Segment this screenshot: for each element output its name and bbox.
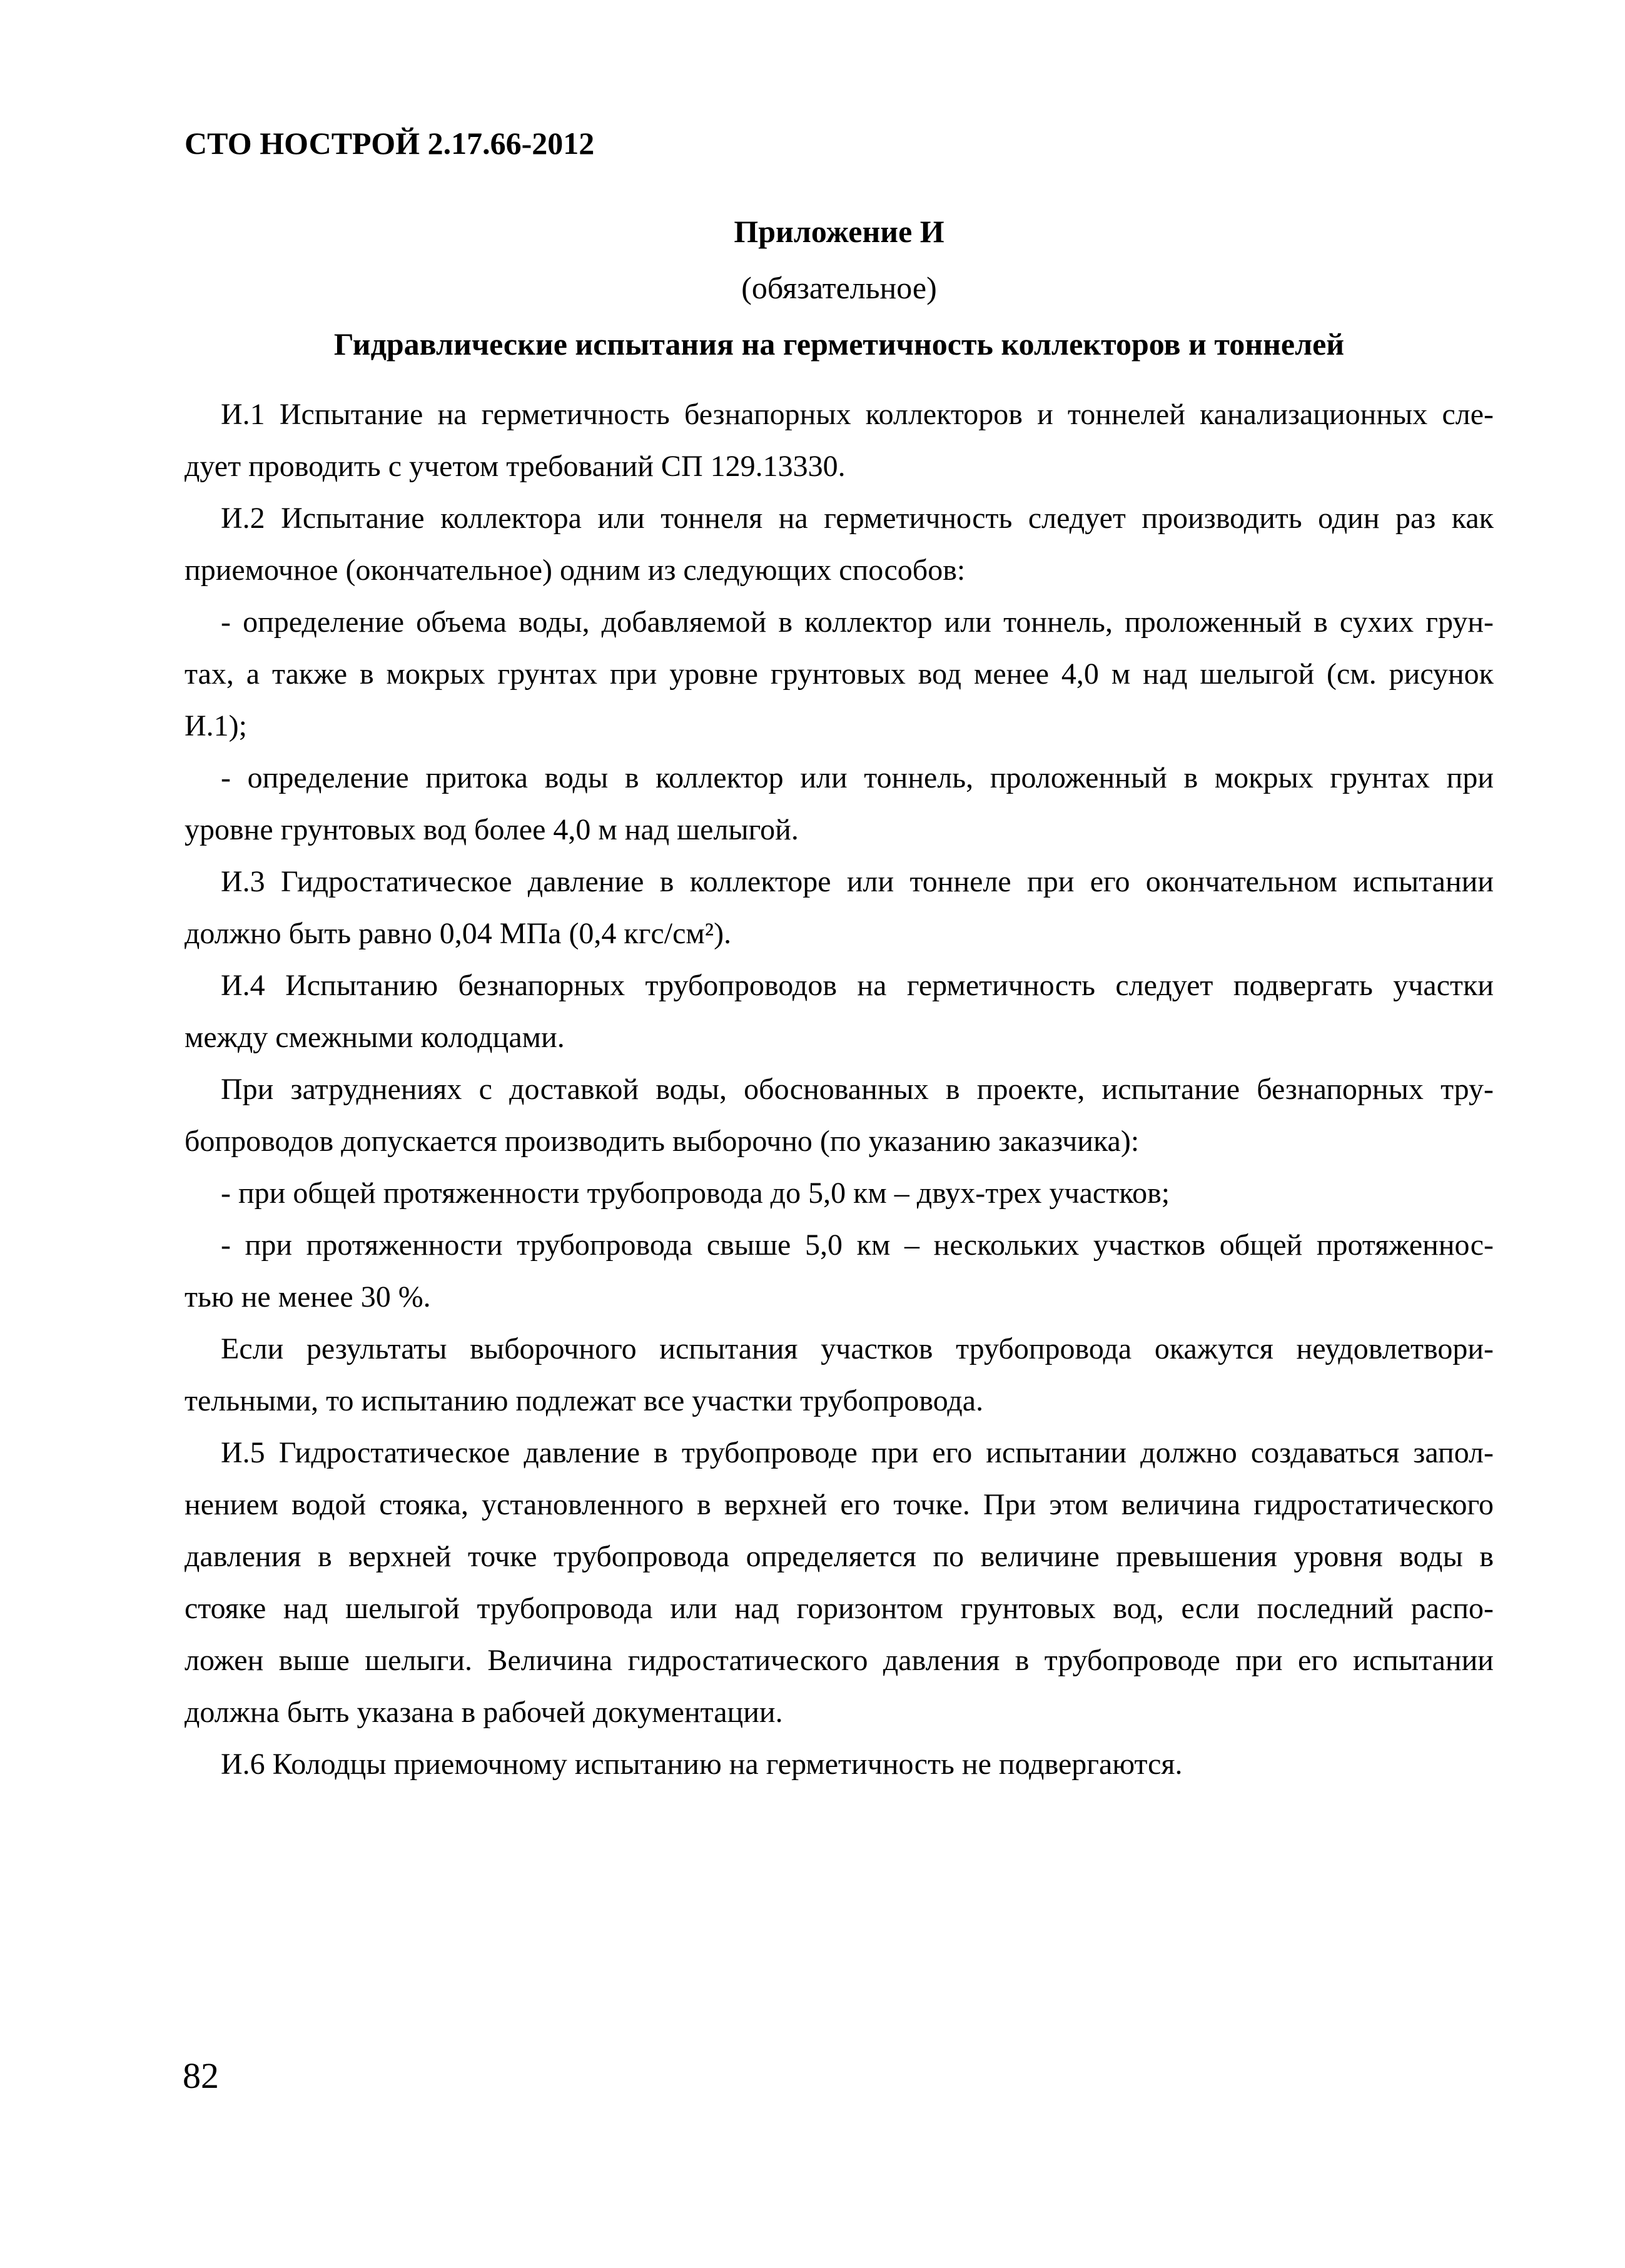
paragraph-i6 (185, 1738, 1494, 1790)
paragraph-i4 (185, 959, 1494, 1063)
appendix-title: Гидравлические испытания на герметичность коллекторов и тоннелей (333, 327, 1345, 362)
text-line: - определение притока воды в коллектор или тоннель, проложенный в мокрых грунтах при (221, 761, 1494, 794)
text-line: И.2 Испытание коллектора или тоннеля на герметичность следует производить один раз как (221, 502, 1494, 535)
text-line: приемочное (окончательное) одним из следующих способов: (185, 554, 966, 587)
text-line: тах, а также в мокрых грунтах при уровне грунтовых вод менее 4,0 м над шелыгой (см. рисунок (185, 657, 1494, 691)
text-line: должно быть равно 0,04 МПа (0,4 кгс/см²). (185, 917, 732, 950)
paragraph-i3 (185, 856, 1494, 959)
text-line: И.4 Испытанию безнапорных трубопроводов на герметичность следует подвергать участки (221, 969, 1494, 1002)
text-line: дует проводить с учетом требований СП 129.13330. (185, 450, 846, 483)
text-line: тью не менее 30 %. (185, 1280, 431, 1314)
appendix-note: (обязательное) (741, 270, 937, 305)
text-line: давления в верхней точке трубопровода определяется по величине превышения уровня воды в (185, 1540, 1494, 1573)
text-line: должна быть указана в рабочей документации. (185, 1696, 783, 1729)
text-line: - при общей протяженности трубопровода до 5,0 км – двух-трех участков; (221, 1177, 1170, 1210)
text-line: стояке над шелыгой трубопровода или над горизонтом грунтовых вод, если последний распо- (185, 1592, 1494, 1625)
text-line: нением водой стояка, установленного в верхней его точке. При этом величина гидростатического (185, 1488, 1494, 1521)
paragraph-bullet-over-5km (185, 1219, 1494, 1323)
text-line: Если результаты выборочного испытания участков трубопровода окажутся неудовлетвори- (221, 1332, 1494, 1365)
text-line: И.1); (185, 709, 247, 742)
text-line: между смежными колодцами. (185, 1021, 565, 1054)
page-number: 82 (183, 2055, 219, 2096)
text-line: - при протяженности трубопровода свыше 5,0 км – нескольких участков общей протяженнос- (221, 1228, 1494, 1262)
standard-designation-header: СТО НОСТРОЙ 2.17.66-2012 (185, 126, 595, 161)
paragraph-bullet-volume (185, 596, 1494, 752)
paragraph-i5 (185, 1427, 1494, 1738)
text-line: И.6 Колодцы приемочному испытанию на герметичность не подвергаются. (221, 1748, 1183, 1781)
text-line: И.1 Испытание на герметичность безнапорных коллекторов и тоннелей канализационных сле- (221, 398, 1494, 431)
text-line: При затруднениях с доставкой воды, обоснованных в проекте, испытание безнапорных тру- (221, 1073, 1494, 1106)
paragraph-unsatisfactory-results (185, 1323, 1494, 1427)
text-line: - определение объема воды, добавляемой в коллектор или тоннель, проложенный в сухих грун- (221, 605, 1494, 639)
appendix-label: Приложение И (734, 214, 944, 249)
paragraph-bullet-up-to-5km (185, 1167, 1494, 1219)
paragraph-i2 (185, 492, 1494, 596)
paragraph-i1 (185, 388, 1494, 492)
text-line: И.3 Гидростатическое давление в коллекторе или тоннеле при его окончательном испытании (221, 865, 1494, 898)
paragraph-water-delivery (185, 1063, 1494, 1167)
text-line: уровне грунтовых вод более 4,0 м над шелыгой. (185, 813, 799, 846)
text-line: И.5 Гидростатическое давление в трубопроводе при его испытании должно создаваться запол- (221, 1436, 1494, 1469)
text-line: тельными, то испытанию подлежат все участки трубопровода. (185, 1384, 984, 1417)
text-line: ложен выше шелыги. Величина гидростатического давления в трубопроводе при его испытании (185, 1644, 1494, 1677)
body-text (185, 388, 1494, 1790)
text-line: бопроводов допускается производить выборочно (по указанию заказчика): (185, 1125, 1140, 1158)
paragraph-bullet-inflow (185, 752, 1494, 856)
